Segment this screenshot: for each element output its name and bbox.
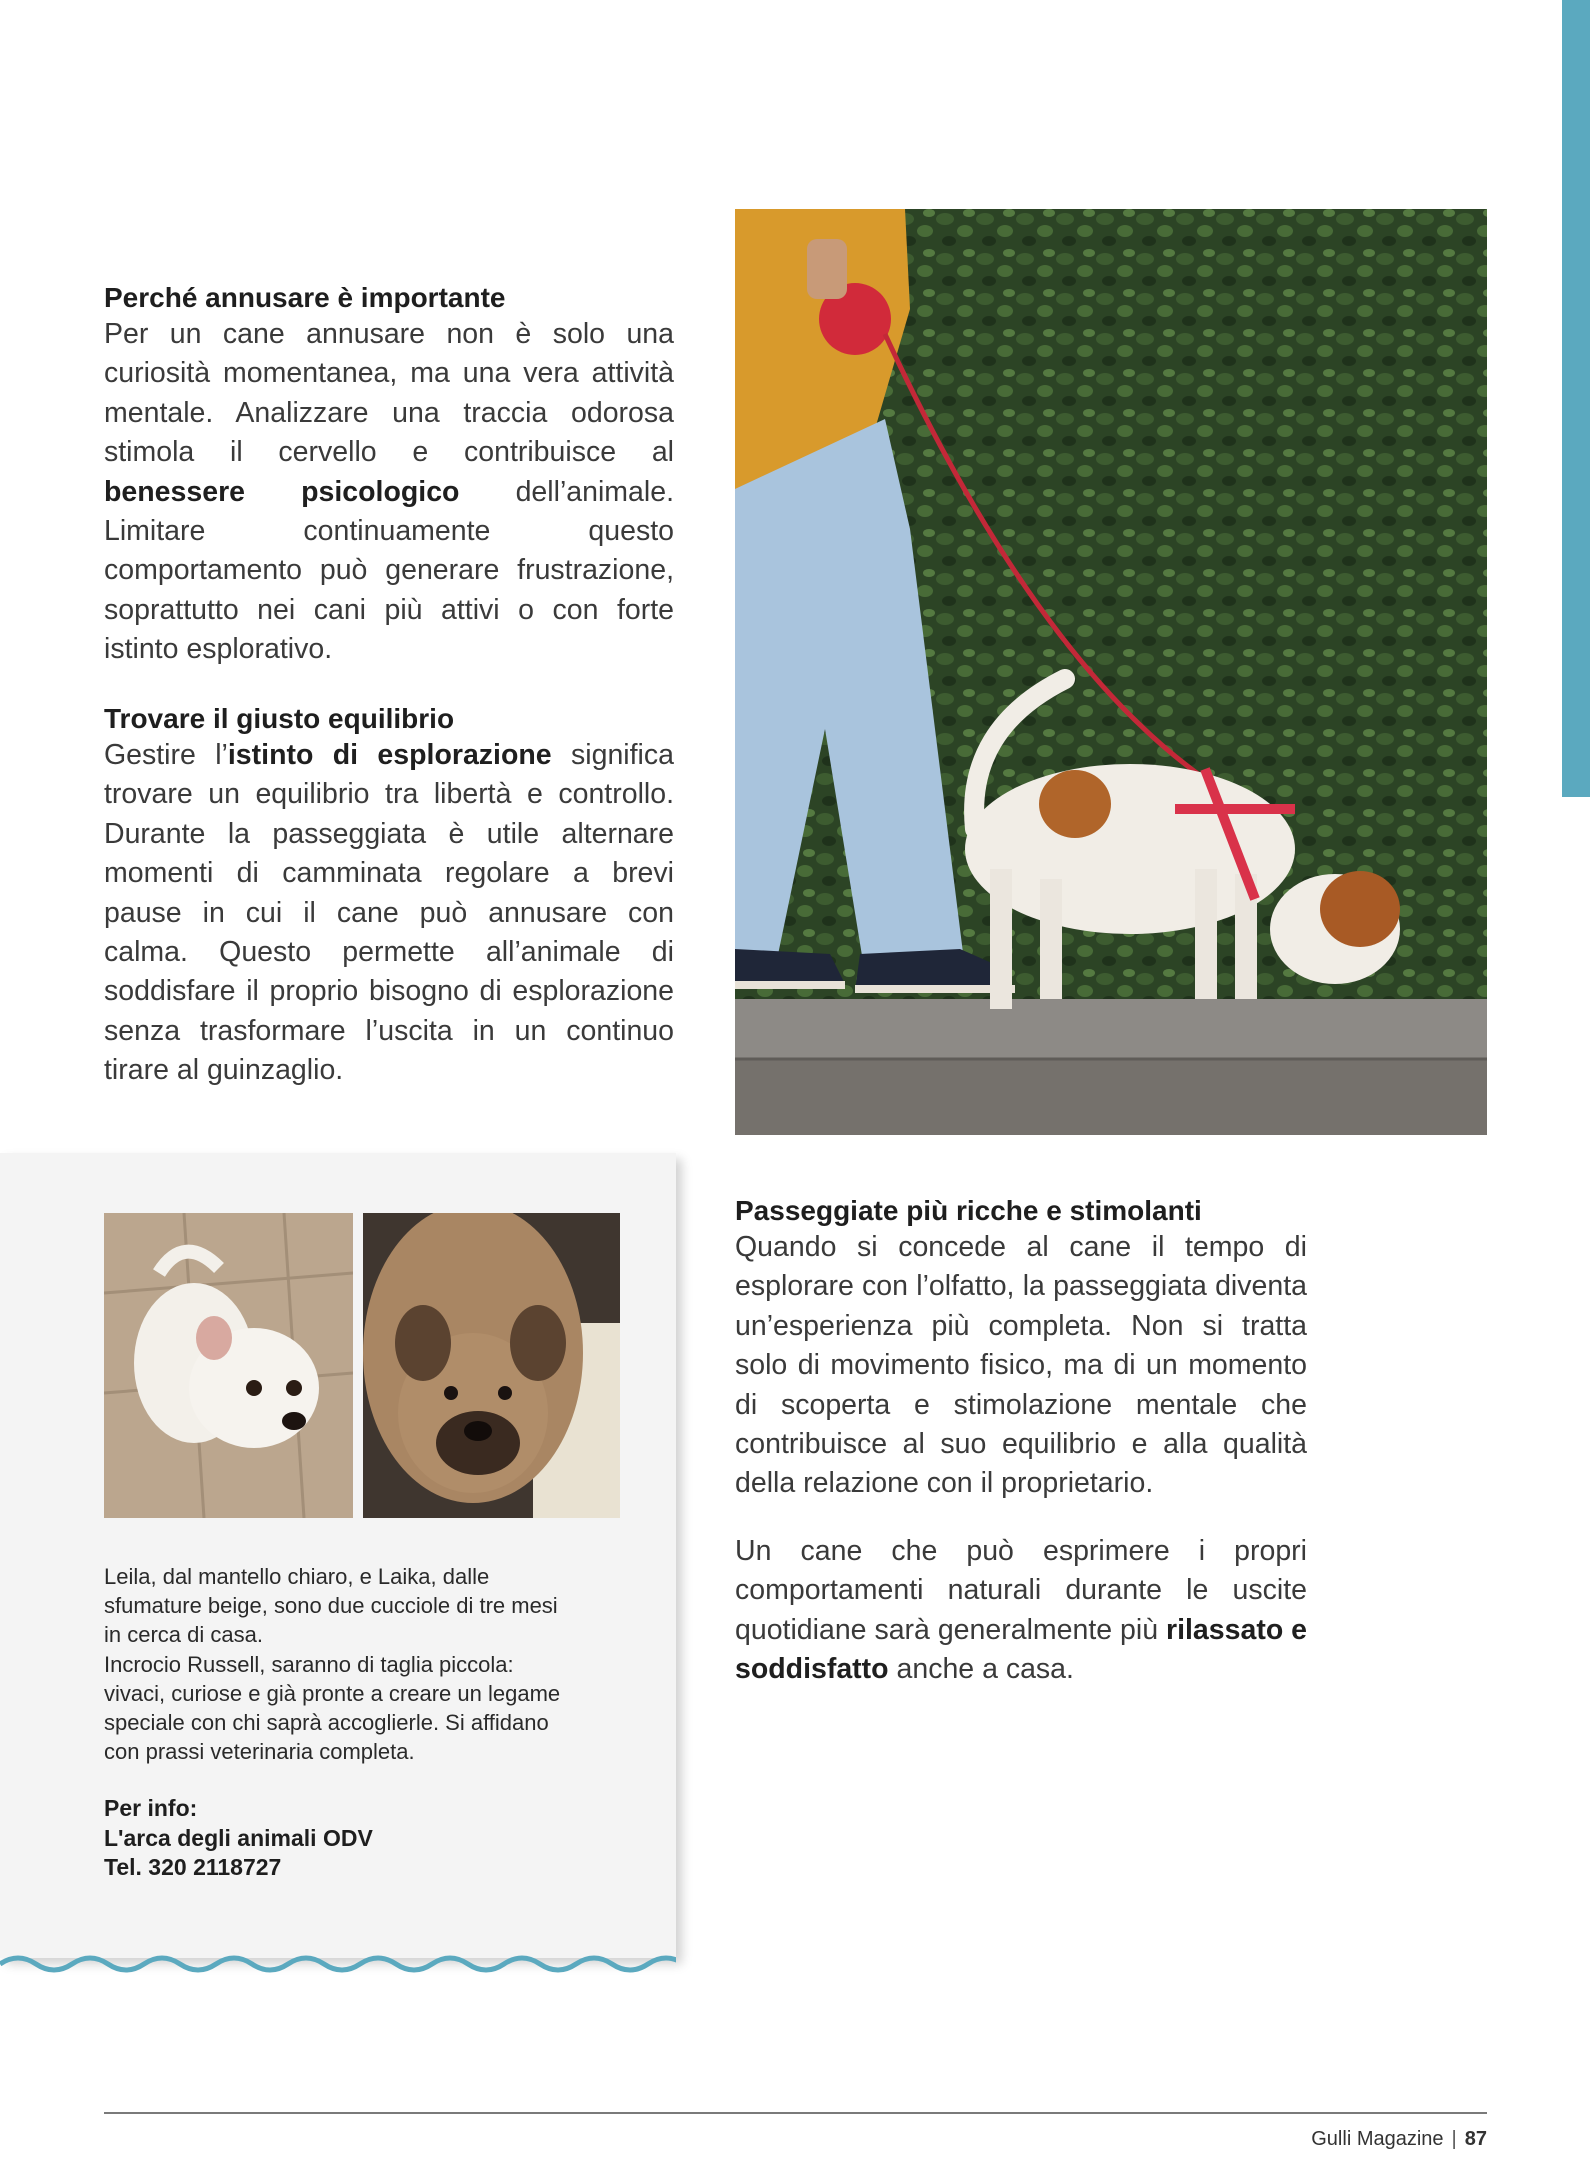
section-why-sniffing (104, 281, 674, 670)
footer-separator: | (1451, 2128, 1457, 2150)
contact-organization: L'arca degli animali ODV (104, 1824, 373, 1851)
section-paragraph: Un cane che può esprimere i propri comportamenti naturali durante le uscite quotidiane sarà generalmente più rilassato e soddisfatto anche a casa. (735, 1534, 1308, 1686)
contact-label: Per info: (104, 1795, 198, 1821)
section-paragraph: Per un cane annusare non è solo una curiosità momentanea, ma una vera attività mentale. Analizzare una traccia odorosa stimola il cervello e contribuisce al benessere psicologico dell’animale. Limitare continuamente questo comportamento può generare frustrazione, soprattutto nei cani più attivi o con forte istinto esplorativo. (104, 318, 674, 666)
footer-rule (104, 2112, 1487, 2114)
photo-puppy-leila (104, 1213, 353, 1518)
section-paragraph: Quando si concede al cane il tempo di esplorare con l’olfatto, la passeggiata diventa un’esperienza più completa. Non si tratta solo di movimento fisico, ma di un momento di scoperta e stimolazione mentale che contribuisce al suo equilibrio e alla qualità della relazione con il proprietario. (735, 1231, 1307, 1500)
photo-puppy-laika (363, 1213, 620, 1518)
puppy-laika-illustration (363, 1213, 620, 1518)
section-heading: Perché annusare è importante (104, 282, 506, 313)
page-footer (1311, 2128, 1487, 2151)
section-balance (104, 702, 674, 1091)
section-heading: Trovare il giusto equilibrio (104, 703, 455, 734)
page-number: 87 (1464, 2128, 1487, 2150)
section-heading: Passeggiate più ricche e stimolanti (735, 1195, 1202, 1226)
photo-dog-walk (735, 209, 1487, 1135)
section-richer-walks (735, 1194, 1307, 1689)
contact-phone[interactable]: Tel. 320 2118727 (104, 1854, 282, 1880)
adoption-contact (104, 1794, 624, 1883)
wave-border-decoration (0, 1948, 676, 1978)
side-accent-tab (1562, 0, 1590, 797)
puppy-leila-illustration (104, 1213, 353, 1518)
adoption-caption: Leila, dal mantello chiaro, e Laika, dalle sfumature beige, sono due cucciole di tre mesi in cerca di casa. Incrocio Russell, saranno di taglia piccola: vivaci, curiose e già pronte a creare un legame speciale con chi saprà accoglierle. Si affidano con prassi veterinaria completa. (104, 1564, 561, 1765)
dog-walk-illustration (735, 209, 1487, 1135)
section-paragraph: Gestire l’istinto di esplorazione significa trovare un equilibrio tra libertà e controllo. Durante la passeggiata è utile alternare momenti di camminata regolare a brevi pause in cui il cane può annusare con calma. Questo permette all’animale di soddisfare il proprio bisogno di esplorazione senza trasformare l’uscita in un continuo tirare al guinzaglio. (104, 739, 674, 1087)
magazine-name: Gulli Magazine (1311, 2128, 1444, 2150)
